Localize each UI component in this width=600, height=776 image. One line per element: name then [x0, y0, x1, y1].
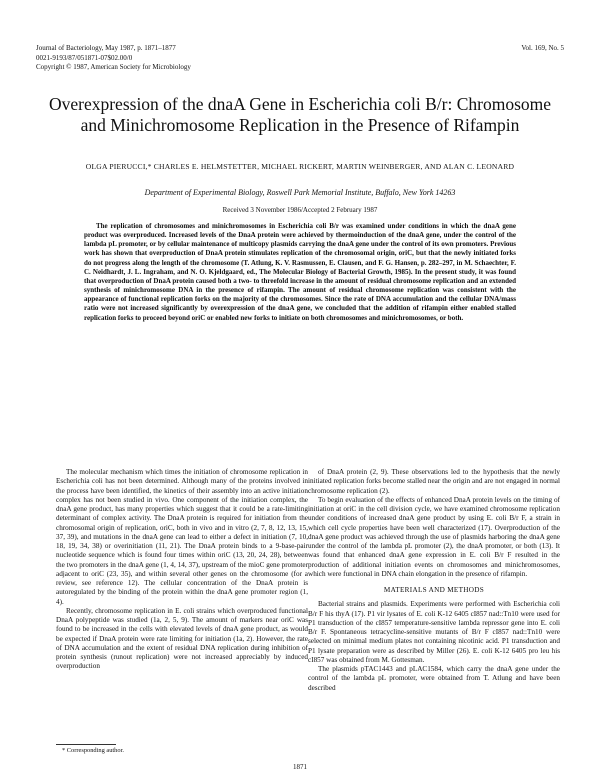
abstract: The replication of chromosomes and minichromosomes in Escherichia coli B/r was examined under conditions in which the dnaA gene product was overproduced. Increased levels of the DnaA protein were achieved by thermoinduction of the dnaA gene, under the control of the lambda pL promoter, or by cellular maintenance of multicopy plasmids carrying the dnaA gene under the control of its own promoters. Previous work has shown that overproduction of DnaA protein stimulates replication of the chromosomal origin, oriC, but that the newly initiated forks do not progress along the length of the chromosome (T. Atlung, K. V. Rasmussen, E. Clausen, and F. G. Hansen, p. 282–297, in M. Schaechter, F. C. Neidhardt, J. L. Ingraham, and N. O. Kjeldgaard, ed., The Molecular Biology of Bacterial Growth, 1985). In the present study, it was found that overproduction of DnaA protein caused both a two- to threefold increase in the amount of residual chromosome replication and an extended synthesis of minichromosome DNA in the presence of rifampin. The amount of residual chromosome replication was consistent with the appearance of functional replication forks on the majority of the chromosomes. Since the rate of DNA accumulation and the cellular DNA/mass ratio were not increased significantly by overexpression of the dnaA gene, we concluded that the addition of rifampin either enabled stalled replication forks to proceed beyond oriC or enabled new forks to initiate on both chromosomes and minichromosomes, or both. — [84, 222, 516, 322]
journal-header — [36, 44, 316, 73]
paragraph: of DnaA protein (2, 9). These observations led to the hypothesis that the newly initiated replication forks become stalled near the origin and are not engaged in normal chromosome replication (2). — [308, 468, 560, 495]
page-number: 1871 — [293, 763, 307, 771]
affiliation: Department of Experimental Biology, Roswell Park Memorial Institute, Buffalo, New York 14263 — [144, 188, 456, 197]
author-list: OLGA PIERUCCI,* CHARLES E. HELMSTETTER, MICHAEL RICKERT, MARTIN WEINBERGER, AND ALAN C. LEONARD — [85, 162, 515, 171]
article-title: Overexpression of the dnaA Gene in Escherichia coli B/r: Chromosome and Minichromosome Replication in the Presence of Rifampin — [48, 94, 552, 135]
paragraph: Recently, chromosome replication in E. coli strains which overproduced functional DnaA polypeptide was studied (1a, 2, 5, 9). The amount of markers near oriC was found to be increased in the cells with elevated levels of dnaA gene product, as would be expected if DnaA protein were rate limiting for initiation (1a, 2). However, the rate of DNA accumulation and the extent of residual DNA replication during inhibition of protein synthesis (runout replication) were not increased appreciably by induced overproduction — [56, 606, 308, 671]
journal-citation: Journal of Bacteriology, May 1987, p. 1871–1877 — [36, 44, 176, 52]
paragraph: To begin evaluation of the effects of enhanced DnaA protein levels on the timing of initiation at oriC in the cell division cycle, we have examined chromosome replication under conditions of increased dnaA gene product by using E. coli B/r F, a strain in which cell cycle properties have been well characterized (17). Overproduction of the dnaA gene product was achieved through the use of plasmids harboring the dnaA gene under the control of the lambda pL promoter (2), the dnaA promoter, or both (13). It was found that enhanced dnaA gene expression in E. coli B/r F resulted in the production of additional initiation events on chromosomes and minichromosomes, which were functional in DNA chain elongation in the presence of rifampin. — [308, 495, 560, 578]
footnote-divider — [56, 744, 116, 745]
paragraph: The plasmids pTAC1443 and pLAC1584, which carry the dnaA gene under the control of the lambda pL promoter, were obtained from T. Atlung and have been described — [308, 665, 560, 692]
body-column-left — [56, 468, 308, 672]
paragraph: The molecular mechanism which times the initiation of chromosome replication in Escherichia coli has not been determined. Although many of the proteins involved in the process have been identified, the kinetics of their assembly into an active initiation complex has not been studied in vivo. One component of the initiation complex, the dnaA gene product, has many properties which suggest that it could be a rate-limiting determinant of complex activity. The DnaA protein is required for initiation from the chromosomal origin of replication, oriC, both in vivo and in vitro (2, 7, 8, 12, 13, 15, 37, 39), and mutations in the dnaA gene can lead to either a defect in initiation (7, 10, 18, 19, 34, 38) or overinitiation (11, 21). The DnaA protein binds to a 9-base-pair nucleotide sequence which is found four times within oriC (13, 20, 24, 28), between the two promoters in the dnaA gene (1, 4, 14, 37), upstream of the mioC gene promoter adjacent to oriC (23, 35), and within several other genes on the chromosome (for a review, see reference 12). The cellular concentration of the DnaA protein is autoregulated by the binding of the protein within the dnaA gene promoter region (1, 4). — [56, 468, 308, 606]
body-column-right — [308, 468, 560, 693]
section-heading: MATERIALS AND METHODS — [383, 586, 485, 594]
footnote: * Corresponding author. — [62, 747, 124, 754]
paragraph: Bacterial strains and plasmids. Experiments were performed with Escherichia coli B/r F his thyA (17). P1 vir lysates of E. coli K-12 6405 cI857 nad::Tn10 were used for P1 transduction of the cI857 temperature-sensitive lambda repressor gene into E. coli B/r F. Spontaneous tetracycline-sensitive mutants of B/r F cI857 nad::Tn10 were selected on minimal medium plates not containing nicotinic acid. P1 transduction and P1 lysate preparation were as described by Miller (26). E. coli K-12 6405 pro leu his cI857 was obtained from M. Gottesman. — [308, 600, 560, 664]
volume-info: Vol. 169, No. 5 — [521, 44, 564, 52]
received-dates: Received 3 November 1986/Accepted 2 February 1987 — [222, 206, 378, 214]
copyright: Copyright © 1987, American Society for Microbiology — [36, 63, 191, 71]
issn: 0021-9193/87/051871-07$02.00/0 — [36, 53, 133, 62]
